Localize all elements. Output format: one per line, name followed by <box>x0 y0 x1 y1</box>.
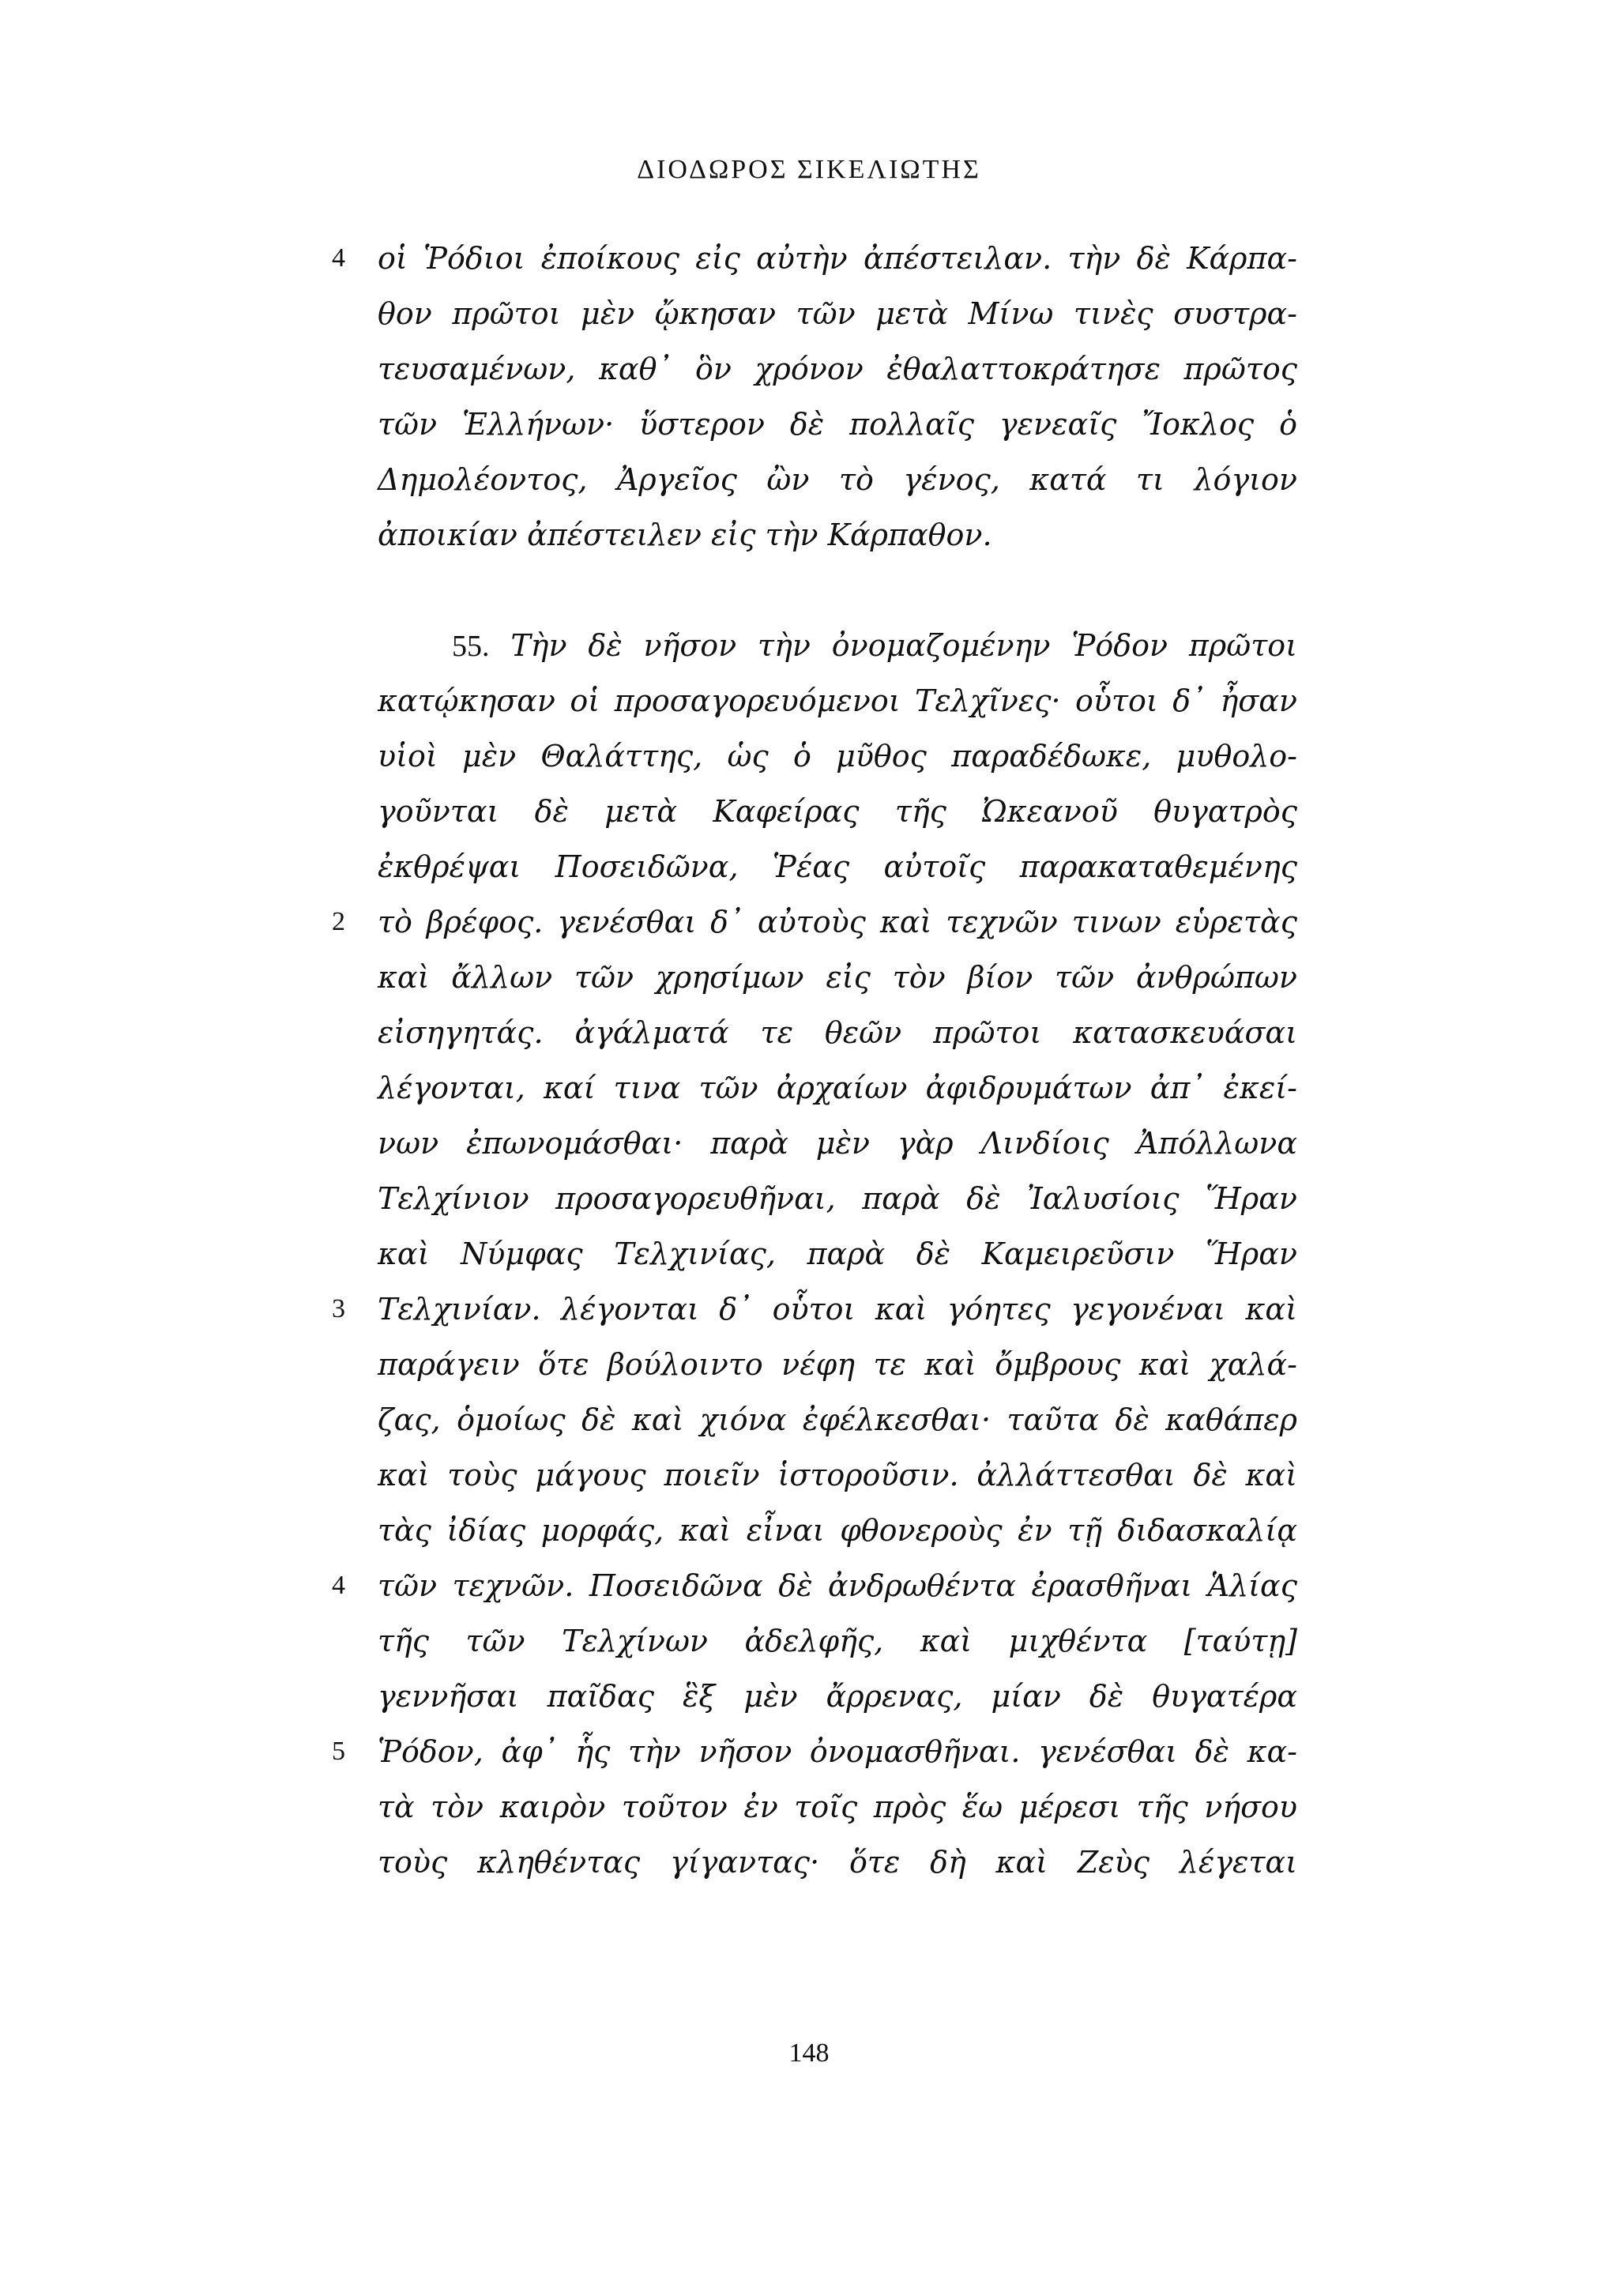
line-text: οἱ Ῥόδιοι ἐποίκους εἰς αὐτὴν ἀπέστειλαν. τὴν δὲ Κάρπα- <box>378 241 1297 276</box>
margin-line-number: 5 <box>332 1737 345 1766</box>
line-text: καὶ τοὺς μάγους ποιεῖν ἱστοροῦσιν. ἀλλάττεσθαι δὲ καὶ <box>378 1458 1297 1492</box>
text-line <box>378 341 1297 397</box>
margin-line-number: 4 <box>332 1571 345 1600</box>
section-number: 55. <box>452 630 490 663</box>
line-text: τῶν τεχνῶν. Ποσειδῶνα δὲ ἀνδρωθέντα ἐρασθῆναι Ἁλίας <box>378 1568 1297 1603</box>
line-text: γεννῆσαι παῖδας ἓξ μὲν ἄρρενας, μίαν δὲ θυγατέρα <box>378 1679 1297 1714</box>
line-text: ζας, ὁμοίως δὲ καὶ χιόνα ἐφέλκεσθαι· ταῦτα δὲ καθάπερ <box>378 1402 1297 1437</box>
line-text: τὰς ἰδίας μορφάς, καὶ εἶναι φθονεροὺς ἐν τῇ διδασκαλίᾳ <box>378 1513 1297 1548</box>
text-line <box>378 1779 1297 1835</box>
margin-line-number: 4 <box>332 243 345 273</box>
text-line <box>378 1005 1297 1060</box>
text-line <box>378 784 1297 839</box>
text-line <box>332 894 1297 950</box>
text-line <box>378 1171 1297 1226</box>
text-line <box>378 728 1297 784</box>
text-line <box>332 1724 1297 1779</box>
text-line <box>378 1060 1297 1116</box>
text-line <box>378 618 1297 673</box>
margin-line-number: 2 <box>332 907 345 936</box>
line-text: καὶ ἄλλων τῶν χρησίμων εἰς τὸν βίον τῶν ἀνθρώπων <box>378 960 1297 995</box>
text-line <box>378 950 1297 1005</box>
margin-line-number: 3 <box>332 1294 345 1323</box>
text-line <box>378 1226 1297 1282</box>
line-text: καὶ Νύμφας Τελχινίας, παρὰ δὲ Καμειρεῦσιν Ἥραν <box>378 1236 1297 1271</box>
text-line <box>378 1613 1297 1669</box>
text-line <box>378 1503 1297 1558</box>
line-text: λέγονται, καί τινα τῶν ἀρχαίων ἀφιδρυμάτων ἀπ᾽ ἐκεί- <box>378 1071 1297 1105</box>
text-line <box>378 673 1297 728</box>
text-block <box>332 231 1297 1890</box>
text-line <box>378 1835 1297 1890</box>
line-text: Τελχινίαν. λέγονται δ᾽ οὗτοι καὶ γόητες γεγονέναι καὶ <box>378 1292 1297 1327</box>
line-text: Τὴν δὲ νῆσον τὴν ὀνομαζομένην Ῥόδον πρῶτοι <box>510 628 1297 663</box>
running-head: ΔΙΟΔΩΡΟΣ ΣΙΚΕΛΙΩΤΗΣ <box>637 155 981 184</box>
line-text: ἐκθρέψαι Ποσειδῶνα, Ῥέας αὐτοῖς παρακαταθεμένης <box>378 849 1297 884</box>
text-line <box>332 1282 1297 1337</box>
text-line <box>378 1116 1297 1171</box>
text-line <box>378 507 1297 563</box>
text-line <box>378 1669 1297 1724</box>
text-line <box>332 1558 1297 1613</box>
line-text: Δημολέοντος, Ἀργεῖος ὢν τὸ γένος, κατά τι λόγιον <box>378 462 1297 497</box>
line-text: παράγειν ὅτε βούλοιντο νέφη τε καὶ ὄμβρους καὶ χαλά- <box>378 1347 1297 1382</box>
line-text: εἰσηγητάς. ἀγάλματά τε θεῶν πρῶτοι κατασκευάσαι <box>378 1015 1297 1050</box>
line-text: νων ἐπωνομάσθαι· παρὰ μὲν γὰρ Λινδίοις Ἀπόλλωνα <box>378 1126 1297 1161</box>
text-line <box>378 452 1297 507</box>
text-line <box>378 397 1297 452</box>
paragraph-gap <box>378 563 1297 618</box>
text-line <box>378 1392 1297 1447</box>
page-number: 148 <box>788 2038 830 2068</box>
text-line <box>332 231 1297 286</box>
line-text: τῆς τῶν Τελχίνων ἀδελφῆς, καὶ μιχθέντα [ταύτῃ] <box>378 1624 1297 1658</box>
text-line <box>378 286 1297 341</box>
line-text: γοῦνται δὲ μετὰ Καφείρας τῆς Ὠκεανοῦ θυγατρὸς <box>378 794 1297 829</box>
line-text: υἱοὶ μὲν Θαλάττης, ὡς ὁ μῦθος παραδέδωκε, μυθολο- <box>378 739 1297 773</box>
line-text: ἀποικίαν ἀπέστειλεν εἰς τὴν Κάρπαθον. <box>378 518 992 552</box>
line-text: κατῴκησαν οἱ προσαγορευόμενοι Τελχῖνες· οὗτοι δ᾽ ἦσαν <box>378 683 1297 718</box>
paragraph-1 <box>332 231 1297 563</box>
text-line <box>378 1447 1297 1503</box>
line-text: θον πρῶτοι μὲν ᾤκησαν τῶν μετὰ Μίνω τινὲς συστρα- <box>378 296 1297 331</box>
line-text: τὰ τὸν καιρὸν τοῦτον ἐν τοῖς πρὸς ἕω μέρεσι τῆς νήσου <box>378 1790 1297 1824</box>
paragraph-2 <box>332 618 1297 1890</box>
text-line <box>378 839 1297 894</box>
line-text: Τελχίνιον προσαγορευθῆναι, παρὰ δὲ Ἰαλυσίοις Ἥραν <box>378 1181 1297 1216</box>
line-text: Ῥόδον, ἀφ᾽ ἧς τὴν νῆσον ὀνομασθῆναι. γενέσθαι δὲ κα- <box>378 1734 1297 1769</box>
text-line <box>378 1337 1297 1392</box>
line-text: τὸ βρέφος. γενέσθαι δ᾽ αὐτοὺς καὶ τεχνῶν τινων εὑρετὰς <box>378 905 1297 939</box>
line-text: τοὺς κληθέντας γίγαντας· ὅτε δὴ καὶ Ζεὺς λέγεται <box>378 1845 1297 1880</box>
line-text: τῶν Ἑλλήνων· ὕστερον δὲ πολλαῖς γενεαῖς Ἴοκλος ὁ <box>378 407 1297 442</box>
line-text: τευσαμένων, καθ᾽ ὃν χρόνον ἐθαλαττοκράτησε πρῶτος <box>378 352 1297 386</box>
